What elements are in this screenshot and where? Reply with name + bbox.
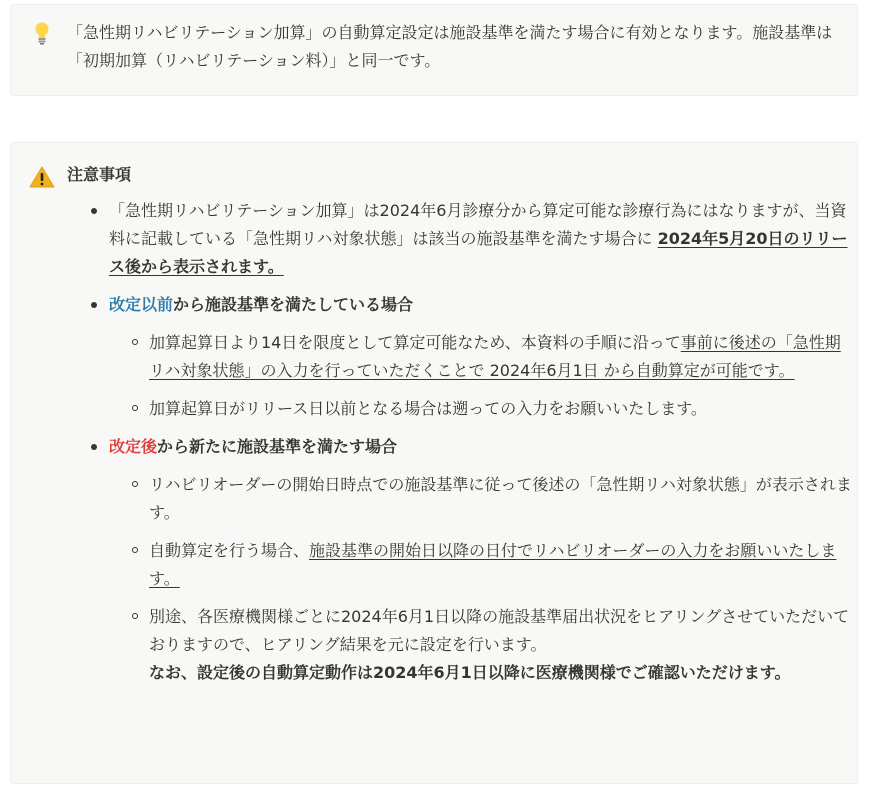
notice-item-release [67, 197, 853, 281]
after-revision-highlight: 改定後 [109, 437, 158, 456]
after-revision-sub-1-text: リハビリオーダーの開始日時点での施設基準に従って後述の「急性期リハ対象状態」が表示されます。 [149, 475, 852, 522]
after-revision-sub-3-text: 別途、各医療機関様ごとに2024年6月1日以降の施設基準届出状況をヒアリングさせていただいておりますので、ヒアリング結果を元に設定を行います。 [149, 607, 850, 654]
after-revision-sub-2-underlined: 施設基準の開始日以降の日付でリハビリオーダーの入力をお願いいたします。 [149, 541, 837, 588]
release-text: 「急性期リハビリテーション加算」は2024年6月診療分から算定可能な診療行為にはなりますが、当資料に記載している「急性期リハ対象状態」は該当の施設基準を満たす場合に [109, 201, 847, 248]
before-revision-highlight: 改定以前 [109, 295, 174, 314]
before-revision-heading: から施設基準を満たしている場合 [173, 295, 414, 314]
warning-icon [29, 165, 55, 189]
before-revision-sub-2-text: 加算起算日がリリース日以前となる場合は遡っての入力をお願いいたします。 [149, 399, 707, 418]
after-revision-sub-1 [109, 471, 853, 527]
warning-title: 注意事項 [67, 165, 132, 184]
after-revision-sub-3 [109, 603, 853, 687]
release-date-text: 2024年5月20日のリリース後から表示されます。 [109, 229, 848, 276]
before-revision-sub-1 [109, 329, 853, 385]
lightbulb-icon [31, 19, 53, 47]
before-revision-sub-1-underlined: 事前に後述の「急性期リハ対象状態」の入力を行っていただくことで 2024年6月1日 から自動算定が可能です。 [149, 333, 841, 380]
after-revision-sub-3-bold: なお、設定後の自動算定動作は2024年6月1日以降に医療機関様でご確認いただけます。 [149, 663, 791, 682]
notice-item-before-revision [67, 291, 853, 423]
warning-callout [10, 142, 858, 784]
after-revision-sub-2 [109, 537, 853, 593]
before-revision-sub-1-text: 加算起算日より14日を限度として算定可能なため、本資料の手順に沿って [149, 333, 681, 352]
tip-callout [10, 4, 858, 96]
after-revision-sub-2-text: 自動算定を行う場合、 [149, 541, 310, 560]
after-revision-heading: から新たに施設基準を満たす場合 [157, 437, 398, 456]
notice-item-after-revision [67, 433, 853, 687]
tip-text: 「急性期リハビリテーション加算」の自動算定設定は施設基準を満たす場合に有効となります。施設基準は「初期加算（リハビリテーション料）」と同一です。 [67, 23, 833, 70]
before-revision-sub-2 [109, 395, 853, 423]
